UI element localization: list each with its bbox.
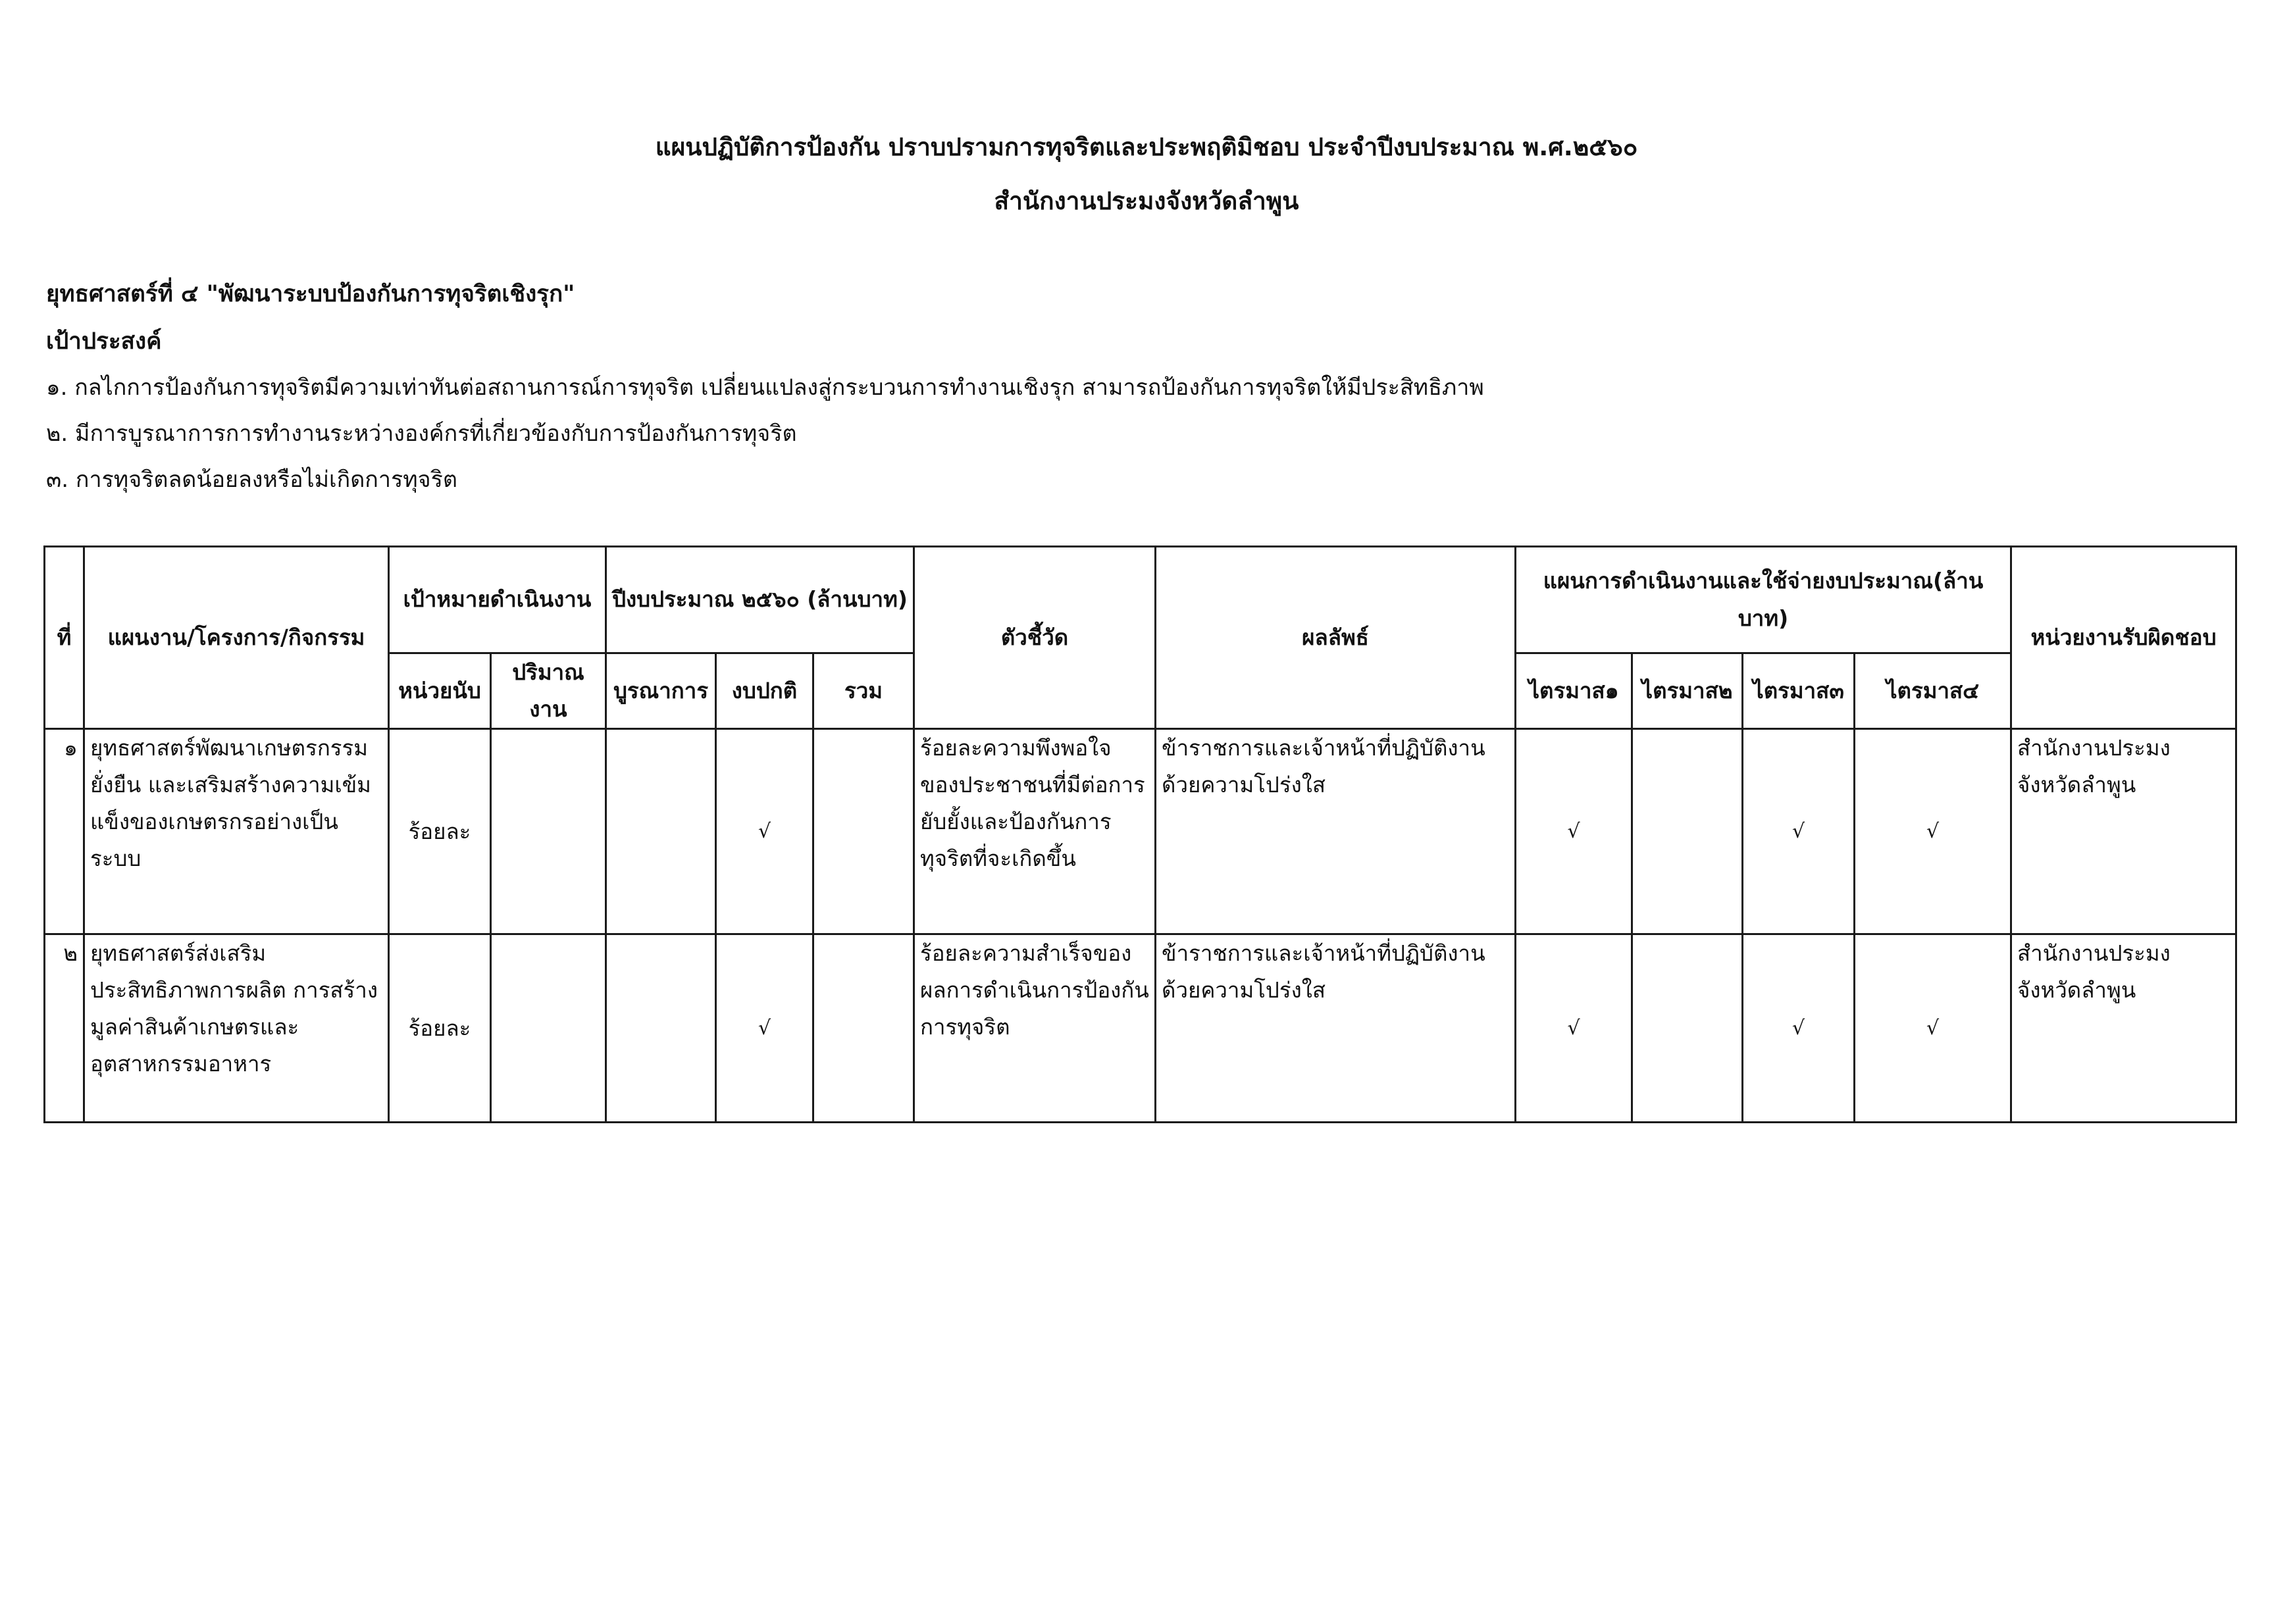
row-number: ๑ — [45, 729, 84, 934]
row-q2-check — [1632, 729, 1743, 934]
row-budget-integrated — [606, 934, 716, 1123]
row-responsible: สำนักงานประมงจังหวัดลำพูน — [2011, 729, 2236, 934]
row-budget-integrated — [606, 729, 716, 934]
table-row — [45, 729, 2236, 934]
row-qty — [491, 934, 606, 1123]
header-target-qty: ปริมาณงาน — [491, 653, 606, 729]
objective-item-3: ๓. การทุจริตลดน้อยลงหรือไม่เกิดการทุจริต — [46, 467, 457, 493]
header-target-unit: หน่วยนับ — [389, 653, 491, 729]
page-title: แผนปฏิบัติการป้องกัน ปราบปรามการทุจริตและประพฤติมิชอบ ประจำปีงบประมาณ พ.ศ.๒๕๖๐ — [655, 133, 1638, 161]
header-q3: ไตรมาส๓ — [1743, 653, 1855, 729]
header-budget: ปีงบประมาณ ๒๕๖๐ (ล้านบาท) — [606, 547, 914, 653]
header-schedule: แผนการดำเนินงานและใช้จ่ายงบประมาณ(ล้านบาท) — [1516, 547, 2011, 653]
row-responsible: สำนักงานประมงจังหวัดลำพูน — [2011, 934, 2236, 1123]
header-no: ที่ — [45, 547, 84, 729]
row-budget-regular-check: √ — [716, 934, 813, 1123]
row-budget-total — [813, 934, 914, 1123]
row-budget-total — [813, 729, 914, 934]
row-q1-check: √ — [1516, 934, 1632, 1123]
row-qty — [491, 729, 606, 934]
page-subtitle: สำนักงานประมงจังหวัดลำพูน — [994, 187, 1299, 215]
row-q3-check: √ — [1743, 729, 1855, 934]
row-q1-check: √ — [1516, 729, 1632, 934]
header-indicator: ตัวชี้วัด — [914, 547, 1156, 729]
header-q2: ไตรมาส๒ — [1632, 653, 1743, 729]
header-responsible: หน่วยงานรับผิดชอบ — [2011, 547, 2236, 729]
header-budget-total: รวม — [813, 653, 914, 729]
row-number: ๒ — [45, 934, 84, 1123]
strategy-heading: ยุทธศาสตร์ที่ ๔ "พัฒนาระบบป้องกันการทุจริตเชิงรุก" — [46, 281, 575, 307]
table-row — [45, 934, 2236, 1123]
header-project: แผนงาน/โครงการ/กิจกรรม — [84, 547, 389, 729]
row-q2-check — [1632, 934, 1743, 1123]
row-unit: ร้อยละ — [389, 729, 491, 934]
row-outcome: ข้าราชการและเจ้าหน้าที่ปฏิบัติงานด้วยความโปร่งใส — [1156, 934, 1516, 1123]
row-indicator: ร้อยละความสำเร็จของผลการดำเนินการป้องกันการทุจริต — [914, 934, 1156, 1123]
objectives-heading: เป้าประสงค์ — [46, 328, 162, 355]
header-q4: ไตรมาส๔ — [1855, 653, 2011, 729]
row-project: ยุทธศาสตร์พัฒนาเกษตรกรรมยั่งยืน และเสริมสร้างความเข้มแข็งของเกษตรกรอย่างเป็นระบบ — [84, 729, 389, 934]
row-outcome: ข้าราชการและเจ้าหน้าที่ปฏิบัติงานด้วยความโปร่งใส — [1156, 729, 1516, 934]
objective-item-1: ๑. กลไกการป้องกันการทุจริตมีความเท่าทันต่อสถานการณ์การทุจริต เปลี่ยนแปลงสู่กระบวนการทำงานเชิงรุก สามารถป้องกันการทุจริตให้มีประสิทธิภาพ — [46, 374, 1484, 401]
row-indicator: ร้อยละความพึงพอใจของประชาชนที่มีต่อการยับยั้งและป้องกันการทุจริตที่จะเกิดขึ้น — [914, 729, 1156, 934]
row-q4-check: √ — [1855, 729, 2011, 934]
header-q1: ไตรมาส๑ — [1516, 653, 1632, 729]
header-budget-regular: งบปกติ — [716, 653, 813, 729]
row-q4-check: √ — [1855, 934, 2011, 1123]
header-outcome: ผลลัพธ์ — [1156, 547, 1516, 729]
action-plan-table — [43, 546, 2237, 1123]
row-budget-regular-check: √ — [716, 729, 813, 934]
row-q3-check: √ — [1743, 934, 1855, 1123]
objective-item-2: ๒. มีการบูรณาการการทำงานระหว่างองค์กรที่เกี่ยวข้องกับการป้องกันการทุจริต — [46, 420, 797, 447]
row-unit: ร้อยละ — [389, 934, 491, 1123]
header-budget-integrated: บูรณาการ — [606, 653, 716, 729]
header-target: เป้าหมายดำเนินงาน — [389, 547, 606, 653]
row-project: ยุทธศาสตร์ส่งเสริมประสิทธิภาพการผลิต การสร้างมูลค่าสินค้าเกษตรและอุตสาหกรรมอาหาร — [84, 934, 389, 1123]
